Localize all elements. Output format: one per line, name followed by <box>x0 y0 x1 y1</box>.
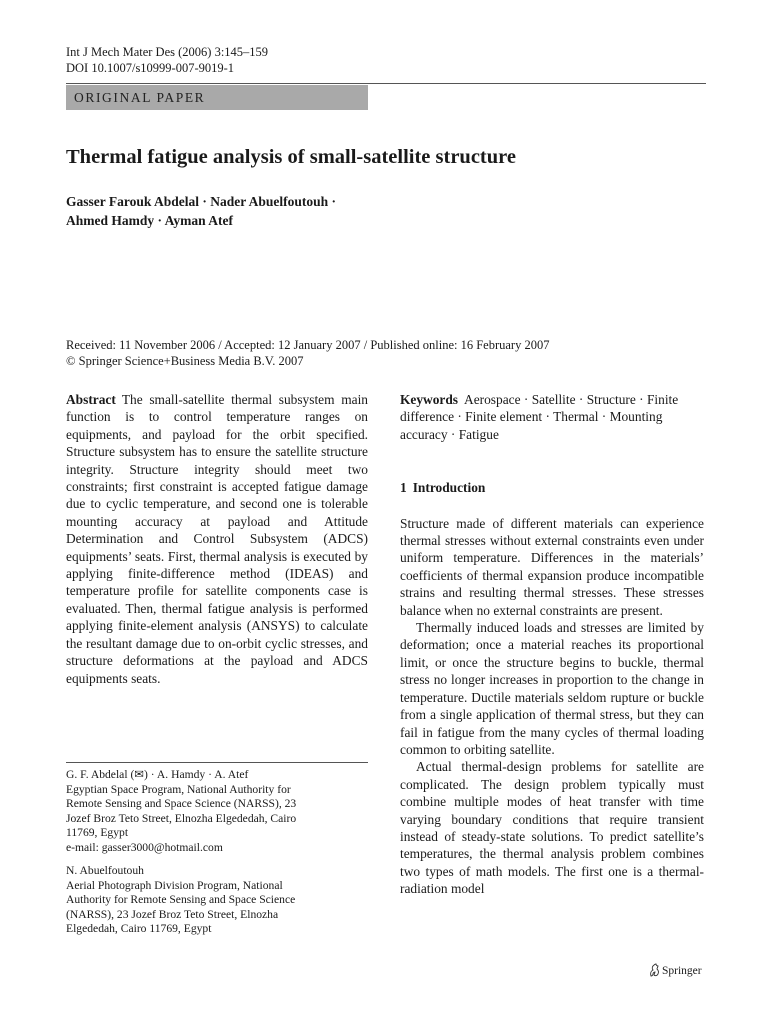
header-rule <box>66 83 706 84</box>
affiliation-2 <box>66 864 368 937</box>
keywords-text: Aerospace · Satellite · Structure · Finite difference · Finite element · Thermal · Mounting accuracy · Fatigue <box>400 392 679 442</box>
intro-paragraph-2: Thermally induced loads and stresses are limited by deformation; once a material reaches its proportional limit, or once the structure begins to buckle, thermal stress no longer increases in proportion to the change in temperature. Ductile materials seldom rupture or buckle from a single application of thermal stress, but they can fail in fatigue from the many cycles of thermal loading common to orbiting satellite. <box>400 620 704 757</box>
author-line-1: Gasser Farouk Abdelal · Nader Abuelfoutouh · <box>66 194 337 209</box>
springer-horse-icon <box>648 965 662 977</box>
affiliation-line: Elgededah, Cairo 11769, Egypt <box>66 922 212 935</box>
article-type-banner: ORIGINAL PAPER <box>66 85 368 110</box>
footnote-rule <box>66 762 368 763</box>
journal-citation: Int J Mech Mater Des (2006) 3:145–159 <box>66 45 269 59</box>
affiliation-line: Egyptian Space Program, National Authority for <box>66 782 291 796</box>
affiliation-1 <box>66 768 368 855</box>
author-list <box>66 193 336 230</box>
doi-line: DOI 10.1007/s10999-007-9019-1 <box>66 61 235 75</box>
keywords-label: Keywords <box>400 392 459 407</box>
section-title: Introduction <box>412 480 486 496</box>
affiliation-line: N. Abuelfoutouh <box>66 864 144 877</box>
affiliation-line: Jozef Broz Teto Street, Elnozha Elgededah, Cairo <box>66 811 297 825</box>
abstract-label: Abstract <box>66 392 116 407</box>
keywords-paragraph <box>400 391 704 443</box>
paper-title: Thermal fatigue analysis of small-satellite structure <box>66 146 516 168</box>
abstract-paragraph <box>66 391 368 687</box>
left-column <box>66 391 368 687</box>
affiliation-email: e-mail: gasser3000@hotmail.com <box>66 840 223 854</box>
affiliation-line: (NARSS), 23 Jozef Broz Teto Street, Elnozha <box>66 907 279 921</box>
intro-paragraph-3: Actual thermal-design problems for satellite are complicated. The design problem typically must combine multiple modes of heat transfer with time varying boundary conditions that require transient instead of steady-state solutions. To predict satellite’s temperatures, the thermal analysis problem combines two types of math models. The first one is a thermal-radiation model <box>400 759 704 897</box>
affiliation-line: Aerial Photograph Division Program, National <box>66 878 283 892</box>
affiliation-line: Authority for Remote Sensing and Space Science <box>66 893 296 906</box>
publisher-mark <box>648 963 702 979</box>
section-heading-introduction <box>400 479 704 496</box>
publication-dates <box>66 337 549 369</box>
affiliation-line: Remote Sensing and Space Science (NARSS), 23 <box>66 797 297 810</box>
section-number: 1 <box>400 480 407 496</box>
history-dates: Received: 11 November 2006 / Accepted: 12 January 2007 / Published online: 16 February 2007 <box>66 338 550 352</box>
author-line-2: Ahmed Hamdy · Ayman Atef <box>66 212 234 228</box>
affiliation-line: G. F. Abdelal (✉) · A. Hamdy · A. Atef <box>66 768 249 781</box>
copyright-line: © Springer Science+Business Media B.V. 2007 <box>66 354 304 368</box>
affiliation-line: 11769, Egypt <box>66 826 129 839</box>
publisher-name: Springer <box>662 965 702 977</box>
abstract-text: The small-satellite thermal subsystem main function is to control temperature ranges on equipments, and payload for the orbit specified. Structure subsystem has to ensure the satellite structure integrity. Structure integrity should meet two constraints; first constraint is accepted fatigue damage due to cyclic temperature, and second one is tolerable mounting accuracy at payload and Attitude Determination and Control Subsystem (ADCS) equipments’ seats. First, thermal analysis is executed by applying finite-difference method (IDEAS) and temperature profile for satellite components case is evaluated. Then, thermal fatigue analysis is performed applying finite-element analysis (ANSYS) to calculate the resultant damage due to on-orbit cyclic stresses, and structure deformations at the payload and ADCS equipments seats. <box>66 392 368 686</box>
intro-paragraph-1: Structure made of different materials can experience thermal stresses without external constraints even under uniform temperature. Differences in the materials’ coefficients of thermal expansion produce incompatible strains and resulting thermal stresses. These stresses balance when no external constraints are present. <box>400 515 704 618</box>
journal-reference <box>66 44 268 76</box>
right-column <box>400 391 704 898</box>
